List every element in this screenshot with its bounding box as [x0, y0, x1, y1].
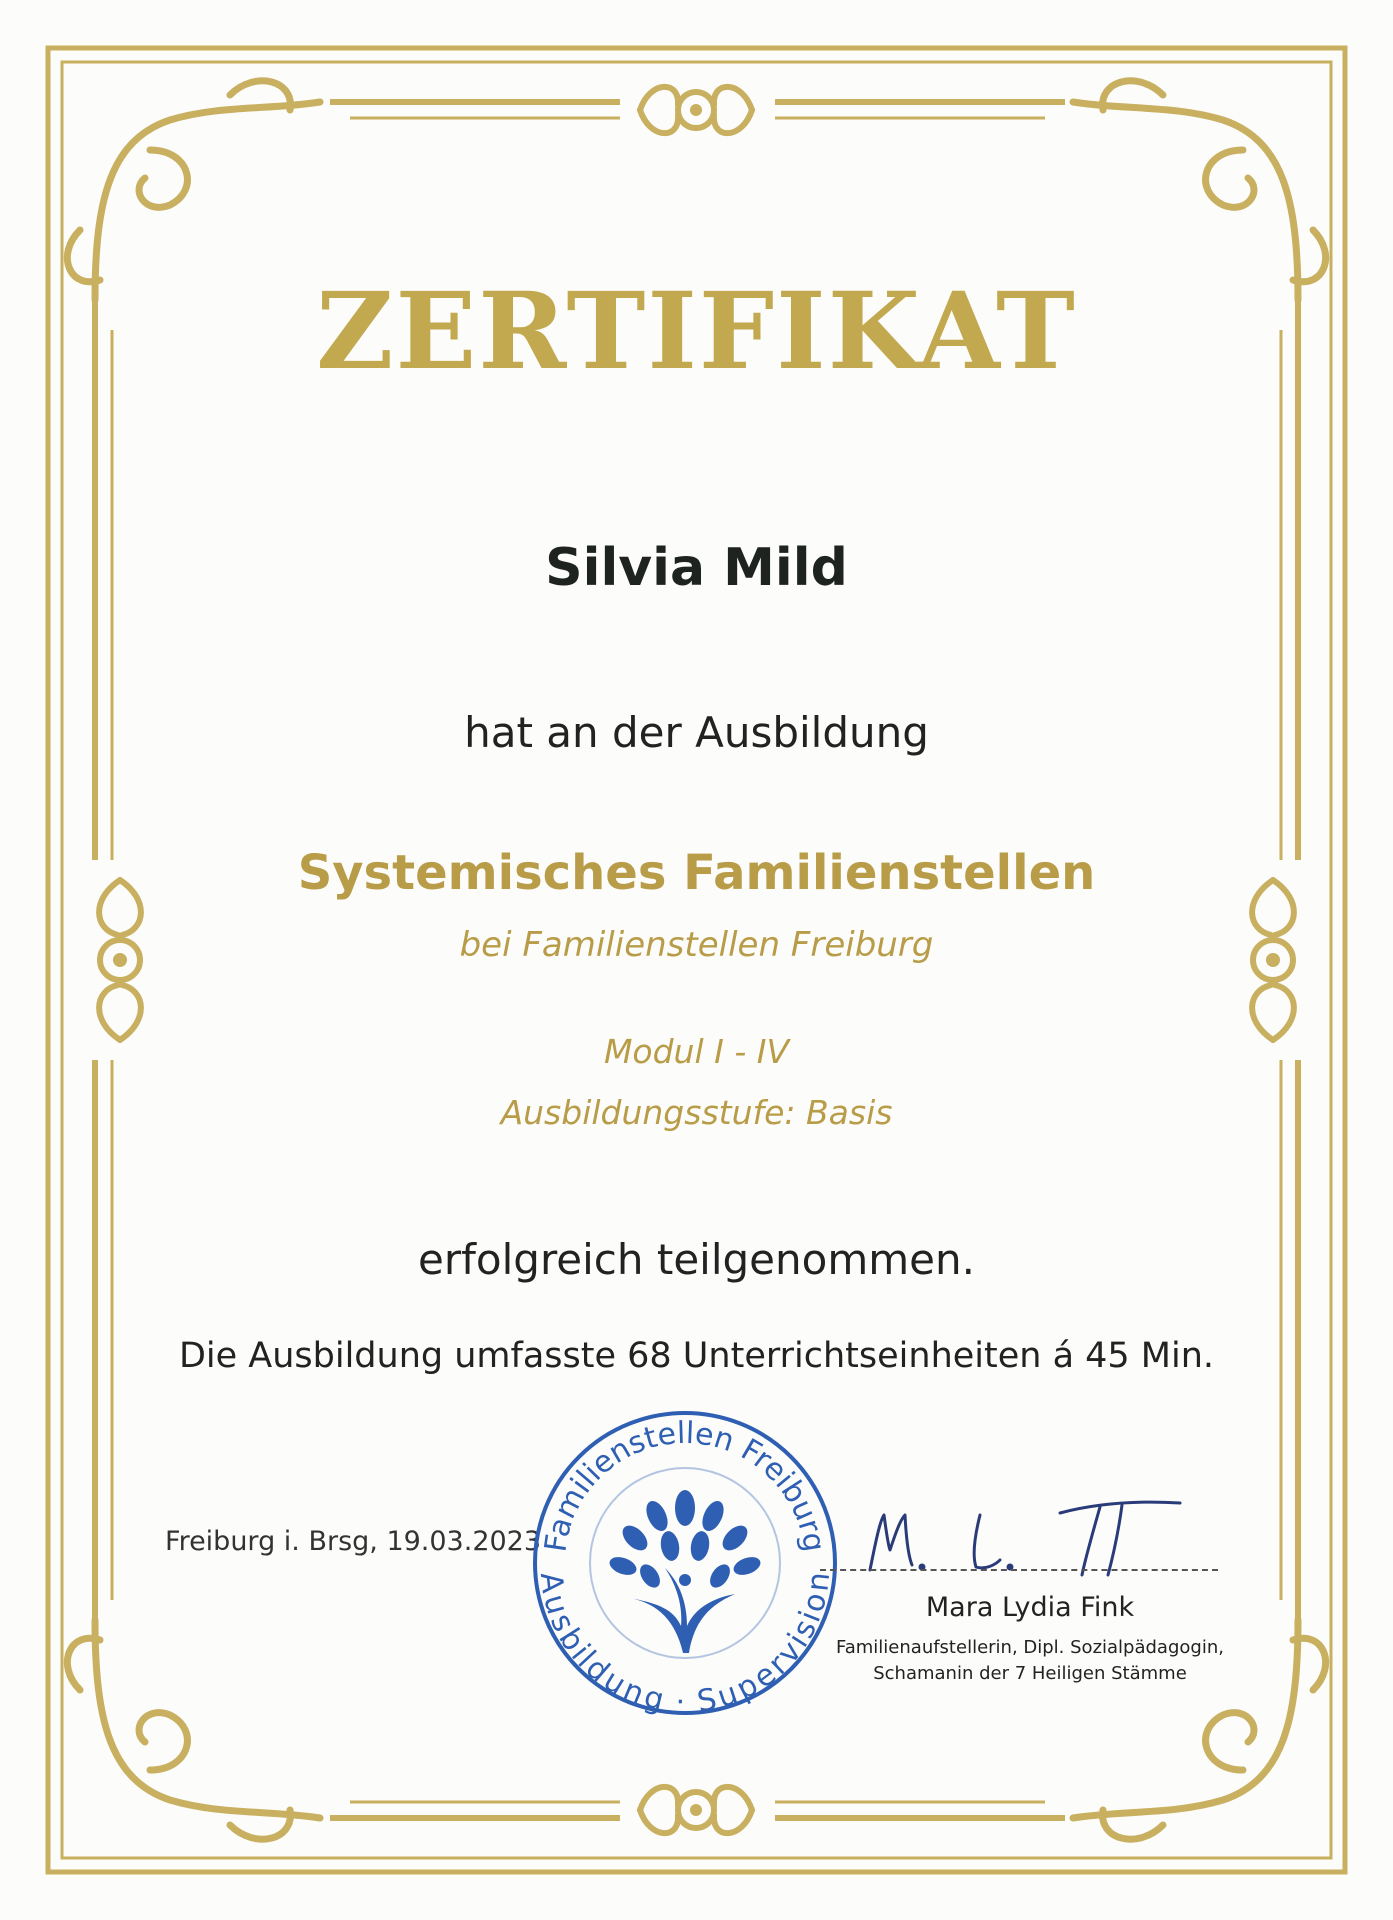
module-range: Modul I - IV	[603, 1032, 790, 1071]
course-provider: bei Familienstellen Freiburg	[459, 925, 934, 965]
stamp-text-bottom: Ausbildung · Supervision	[532, 1570, 838, 1718]
signer-title-line1: Familienaufstellerin, Dipl. Sozialpädagogin,	[836, 1637, 1224, 1658]
training-level: Ausbildungsstufe: Basis	[500, 1093, 893, 1132]
course-name: Systemisches Familienstellen	[297, 845, 1096, 901]
certificate-title: ZERTIFIKAT	[316, 268, 1077, 393]
training-hours: Die Ausbildung umfasste 68 Unterrichtseinheiten á 45 Min.	[178, 1336, 1215, 1376]
place-and-date: Freiburg i. Brsg, 19.03.2023	[165, 1526, 542, 1557]
signer-title-line2: Schamanin der 7 Heiligen Stämme	[873, 1663, 1187, 1684]
tree-icon	[607, 1490, 763, 1653]
intro-text: hat an der Ausbildung	[464, 708, 929, 757]
signer-name: Mara Lydia Fink	[925, 1592, 1135, 1623]
completion-text: erfolgreich teilgenommen.	[418, 1235, 975, 1284]
stamp-text-top: Familienstellen Freiburg	[538, 1415, 832, 1555]
recipient-name: Silvia Mild	[545, 538, 848, 598]
signature-line	[820, 1569, 1218, 1571]
svg-text:Familienstellen Freiburg	[538, 1416, 831, 1554]
